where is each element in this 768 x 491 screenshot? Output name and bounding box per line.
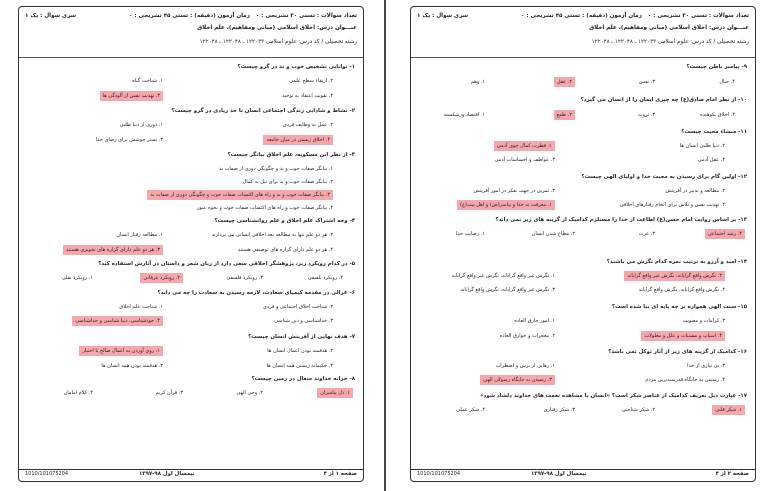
page-number: صفحه ۲ از ۴ <box>715 471 749 477</box>
option-3[interactable]: ۳. رویکرد فلسفی <box>226 275 263 281</box>
question-text: ۴- وجه اشتراک علم اخلاق و علم روانشناسی چیست؟ <box>214 218 355 224</box>
option-2-answer[interactable]: ۲. رسیدن به جایگاه رسولان الهی <box>480 375 555 385</box>
header-line-1 <box>129 13 357 19</box>
serial-label: سری سوال : یک ۱ <box>417 13 469 19</box>
option-2-answer[interactable]: ۲. رویکرد عرفانی <box>140 273 183 283</box>
option-4-answer[interactable]: ۴. رشد اجتماعی <box>705 229 745 239</box>
exam-time: زمان آزمون (دقیقه) : تستی ۴۵ تشریحی : ۰ <box>521 13 642 19</box>
question-text: ۱- توانایی تشخیص خوب و بد در گرو چیست؟ <box>237 64 355 70</box>
exam-code: 1010/101075204 <box>417 471 461 477</box>
question-text: ۱۴- امید و آرزو به ترتیب نمره کدام نگرش می باشند؟ <box>606 259 747 265</box>
option-3[interactable]: ۳. عواطف و احساسات آدمی <box>494 157 555 163</box>
option-3[interactable]: ۳. هدفمند بودن همه انسان ها <box>101 363 163 369</box>
option-3[interactable]: ۳. عزت <box>638 231 655 237</box>
option-2[interactable]: ۲. معجزات و خوارق العاده <box>499 333 555 339</box>
option-3[interactable]: ۳. نگرش غیر واقع گرایانه، نگرش واقع گرایانه <box>460 287 555 293</box>
page-footer <box>19 469 363 481</box>
option-3[interactable]: ۳. بی نیازی از خدا <box>687 363 725 369</box>
option-3-answer[interactable]: ۳. هر دو علم دارای گزاره های تجویزی هستند <box>63 245 163 255</box>
option-4[interactable]: ۴. تهذیب نفس و تلاش برای انجام رفتارهای اخلاقی <box>619 202 725 208</box>
term-label: نیمسال اول ۹۸-۱۳۹۷ <box>531 471 587 477</box>
option-2-answer[interactable]: ۲. نگرش واقع گرایانه، نگرش غیر واقع گرایانه <box>624 271 725 281</box>
question-count: تعداد سوالات : تستی ۳۰ تشریحی : ۰ <box>255 13 357 19</box>
option-2[interactable]: ۲. شکر شناختی <box>621 407 655 413</box>
option-4-answer[interactable]: ۴. اسباب و مسببات و علل و معلولات <box>641 331 725 341</box>
option-4[interactable]: ۴. کلام امامان <box>63 390 93 396</box>
option-1[interactable]: ۱. رضایت خدا <box>455 231 485 237</box>
header-line-1 <box>521 13 749 19</box>
option-4[interactable]: ۴. تقویت اعتقاد به توحید <box>282 93 333 99</box>
option-1-answer[interactable]: ۱. شکر قلبی <box>712 405 745 415</box>
question-text: ۱۳- بر اساس روایت امام حسن(ع) اطاعت از خدا را مستلزم کدامیک از گزینه های زیر نمی داند؟ <box>495 217 747 223</box>
question-text: ۱۲- اولین گام برای رسیدن به محبت خدا و اولیای الهی چیست؟ <box>581 174 747 180</box>
course-code: رشته تحصیلی / کد درس: علوم اسلامی ۱۲۲۰۳۳ ـ ۱۲۲۰۴۸ ـ ۱۲۲۰۴۸ <box>199 39 357 45</box>
page-footer <box>411 469 755 481</box>
question-count: تعداد سوالات : تستی ۳۰ تشریحی : ۰ <box>647 13 749 19</box>
option-1-answer[interactable]: ۱. دل پیامبران <box>317 388 353 398</box>
option-1[interactable]: ۱. رویکرد نقلی <box>61 275 93 281</box>
option-2[interactable]: ۲. بیانگر صفات خوب و بد برای نیل به کمال <box>242 179 333 185</box>
question-text: ۱۱- منشاء محبت چیست؟ <box>681 129 747 135</box>
option-3[interactable]: ۳. خداشناسی و دین شناسی <box>274 318 333 324</box>
option-4[interactable]: ۴. هر دو علم دارای گزاره های توصیفی هستند <box>237 247 333 253</box>
option-4[interactable]: ۴. اخلاق نکوهیده <box>700 112 735 118</box>
exam-code: 1010/101075204 <box>25 471 69 477</box>
question-text: ۲- نشاط و شادابی زندگی اجتماعی انسان تا حد زیادی در گرو چیست؟ <box>171 108 355 114</box>
option-3[interactable]: ۳. بستر جوشش برای رضای خدا <box>95 137 163 143</box>
option-2[interactable]: ۲. دنیا طلبی انسان ها <box>679 143 725 149</box>
exam-time: زمان آزمون (دقیقه) : تستی ۴۵ تشریحی : ۰ <box>129 13 250 19</box>
option-2[interactable]: ۲. هر دو علم تنها به مطالعه بعد اخلاقی انسانی می پردازند <box>211 232 333 238</box>
option-3-answer[interactable]: ۳. تهذیب نفس از آلودگی ها <box>100 91 163 101</box>
question-text: ۱۷- عبارت ذیل تعریف کدامیک از عناصر شکر است؟ «انسان با مشاهده نعمت های خداوند دلشاد شود» <box>480 393 747 399</box>
option-3[interactable]: ۳. ثروت <box>637 112 655 118</box>
question-text: ۷- هدف نهایی از آفرینش انسان چیست؟ <box>248 334 355 340</box>
question-text: ۱۶- کدامیک از گزینه های زیر از آثار توکل نمی باشد؟ <box>608 349 747 355</box>
option-2[interactable]: ۲. مطالعه و تدبیر در آفرینش <box>665 188 725 194</box>
page-divider <box>384 0 386 491</box>
option-1[interactable]: ۱. مطالعه رفتار انسان <box>116 232 163 238</box>
option-4[interactable]: ۴. بیانگر صفات خوب و راه های اکتساب صفات خوب و نحوه عبور <box>196 205 333 211</box>
course-title: عنـــوان درس: اخلاق اسلامی (مبانی ومفاهیم)، علم اخلاق <box>197 25 357 31</box>
option-1[interactable]: ۱. رهایی از ترس و اضطراب <box>495 363 555 369</box>
course-title: عنـــوان درس: اخلاق اسلامی (مبانی ومفاهیم)، علم اخلاق <box>589 25 749 31</box>
option-1-answer[interactable]: ۱. فطرت کمال جوی آدمی <box>494 141 555 151</box>
question-text: ۶- غزالی در مقدمه کیمیای سعادت، لازمه رسیدن به سعادت را چه می داند؟ <box>157 290 355 296</box>
option-1[interactable]: ۱. دوری از دنیا طلبی <box>119 122 163 128</box>
option-1[interactable]: ۱. اقتصاد ورشکسته <box>443 112 485 118</box>
term-label: نیمسال اول ۹۸-۱۳۹۷ <box>139 471 195 477</box>
option-1[interactable]: ۱. شناخت گناه <box>132 78 163 84</box>
option-3[interactable]: ۳. نفس <box>638 79 655 85</box>
option-1-answer[interactable]: ۱. معرفت به خدا و پیامبر(ص) و اهل بیت(ع) <box>457 200 555 210</box>
question-text: ۵- در کدام رویکرد زیر، پژوهشگر اخلاقی سعی دارد از زبان شعر و داستان در آثارش استفاده کند؟ <box>98 261 355 267</box>
exam-page-1 <box>6 0 370 491</box>
course-code: رشته تحصیلی / کد درس: علوم اسلامی ۱۲۲۰۳۳ ـ ۱۲۲۰۴۸ ـ ۱۲۲۰۴۸ <box>591 39 749 45</box>
option-4[interactable]: ۴. نگرش واقع گرایانه، نگرش واقع گرایانه <box>638 287 725 293</box>
option-2[interactable]: ۲. شناخت اخلاق اجتماعی و فردی <box>262 304 333 310</box>
option-2[interactable]: ۲. وحی الهی <box>236 390 263 396</box>
question-text: ۹- پیامبر باطن چیست؟ <box>686 64 747 70</box>
option-1[interactable]: ۱. وهم <box>470 79 485 85</box>
exam-header <box>411 7 755 58</box>
page-frame <box>410 6 756 482</box>
option-3[interactable]: ۳. قرآن کریم <box>155 390 183 396</box>
option-4[interactable]: ۴. رسیدن به جایگاه قدرتمندترین مردم <box>645 377 725 383</box>
option-4-answer[interactable]: ۴. اخلاق زیستن در میان جامعه <box>263 135 333 145</box>
question-text: ۸- خزانه خداوند متعال در زمین چیست؟ <box>251 376 355 382</box>
option-2[interactable]: ۲. مطاع شدن انسان <box>531 231 575 237</box>
option-1[interactable]: ۱. نگرش غیر واقع گرایانه، نگرش غیر واقع گرایانه <box>451 273 555 279</box>
question-text: ۳- از نظر ابن مسکویه، علم اخلاق بیانگر چیست؟ <box>227 152 355 158</box>
page-frame <box>18 6 364 482</box>
option-3[interactable]: ۳. کرامات و معنویت <box>682 318 725 324</box>
option-2[interactable]: ۲. هدفمند بودن اعمال انسان ها <box>267 348 333 354</box>
option-1[interactable]: ۱. شناخت علم اخلاق <box>119 304 163 310</box>
option-2[interactable]: ۲. ارتقاء سطح علمی <box>289 78 333 84</box>
option-3[interactable]: ۳. شکر رفتاری <box>543 407 575 413</box>
option-3[interactable]: ۳. تمرین در جهت تفکر در امور آفرینش <box>473 188 555 194</box>
option-2-answer[interactable]: ۲. طمع <box>554 110 575 120</box>
serial-label: سری سوال : یک ۱ <box>25 13 77 19</box>
option-4[interactable]: ۴. عقل آدمی <box>697 157 725 163</box>
option-2[interactable]: ۲. عمل به وظایف فردی <box>282 122 333 128</box>
page-number: صفحه ۱ از ۴ <box>323 471 357 477</box>
question-text: ۱۰- از نظر امام صادق(ع) چه چیزی ایمان را از انسان می گیرد؟ <box>580 97 747 103</box>
option-1[interactable]: ۱. امور خارق العاده <box>514 318 555 324</box>
option-4[interactable]: ۴. شکر عملی <box>456 407 485 413</box>
option-1[interactable]: ۱. بیانگر صفات خوب و بد و چگونگی دوری از صفات بد <box>219 166 333 172</box>
exam-header <box>19 7 363 58</box>
option-2-answer[interactable]: ۲. عقل <box>554 77 575 87</box>
exam-page-2 <box>398 0 762 491</box>
option-3-answer[interactable]: ۳. بیانگر صفات خوب و بد و راه های اکتساب صفات خوب و چگونگی دوری از صفات بد <box>147 190 333 200</box>
question-text: ۱۵- سنت الهی همواره بر چه پایه ای بنا شده است؟ <box>611 304 747 310</box>
option-4[interactable]: ۴. حکیمانه زیستن همه انسان ها <box>266 363 333 369</box>
option-4[interactable]: ۴. خیال <box>719 79 735 85</box>
option-1-answer[interactable]: ۱. روی آوردن به اعمال صالح با اختیار <box>79 346 163 356</box>
option-4[interactable]: ۴. رویکرد تلفیقی <box>307 275 343 281</box>
option-4-answer[interactable]: ۴. خودشناسی، دنیا شناسی و خداشناسی <box>72 316 163 326</box>
